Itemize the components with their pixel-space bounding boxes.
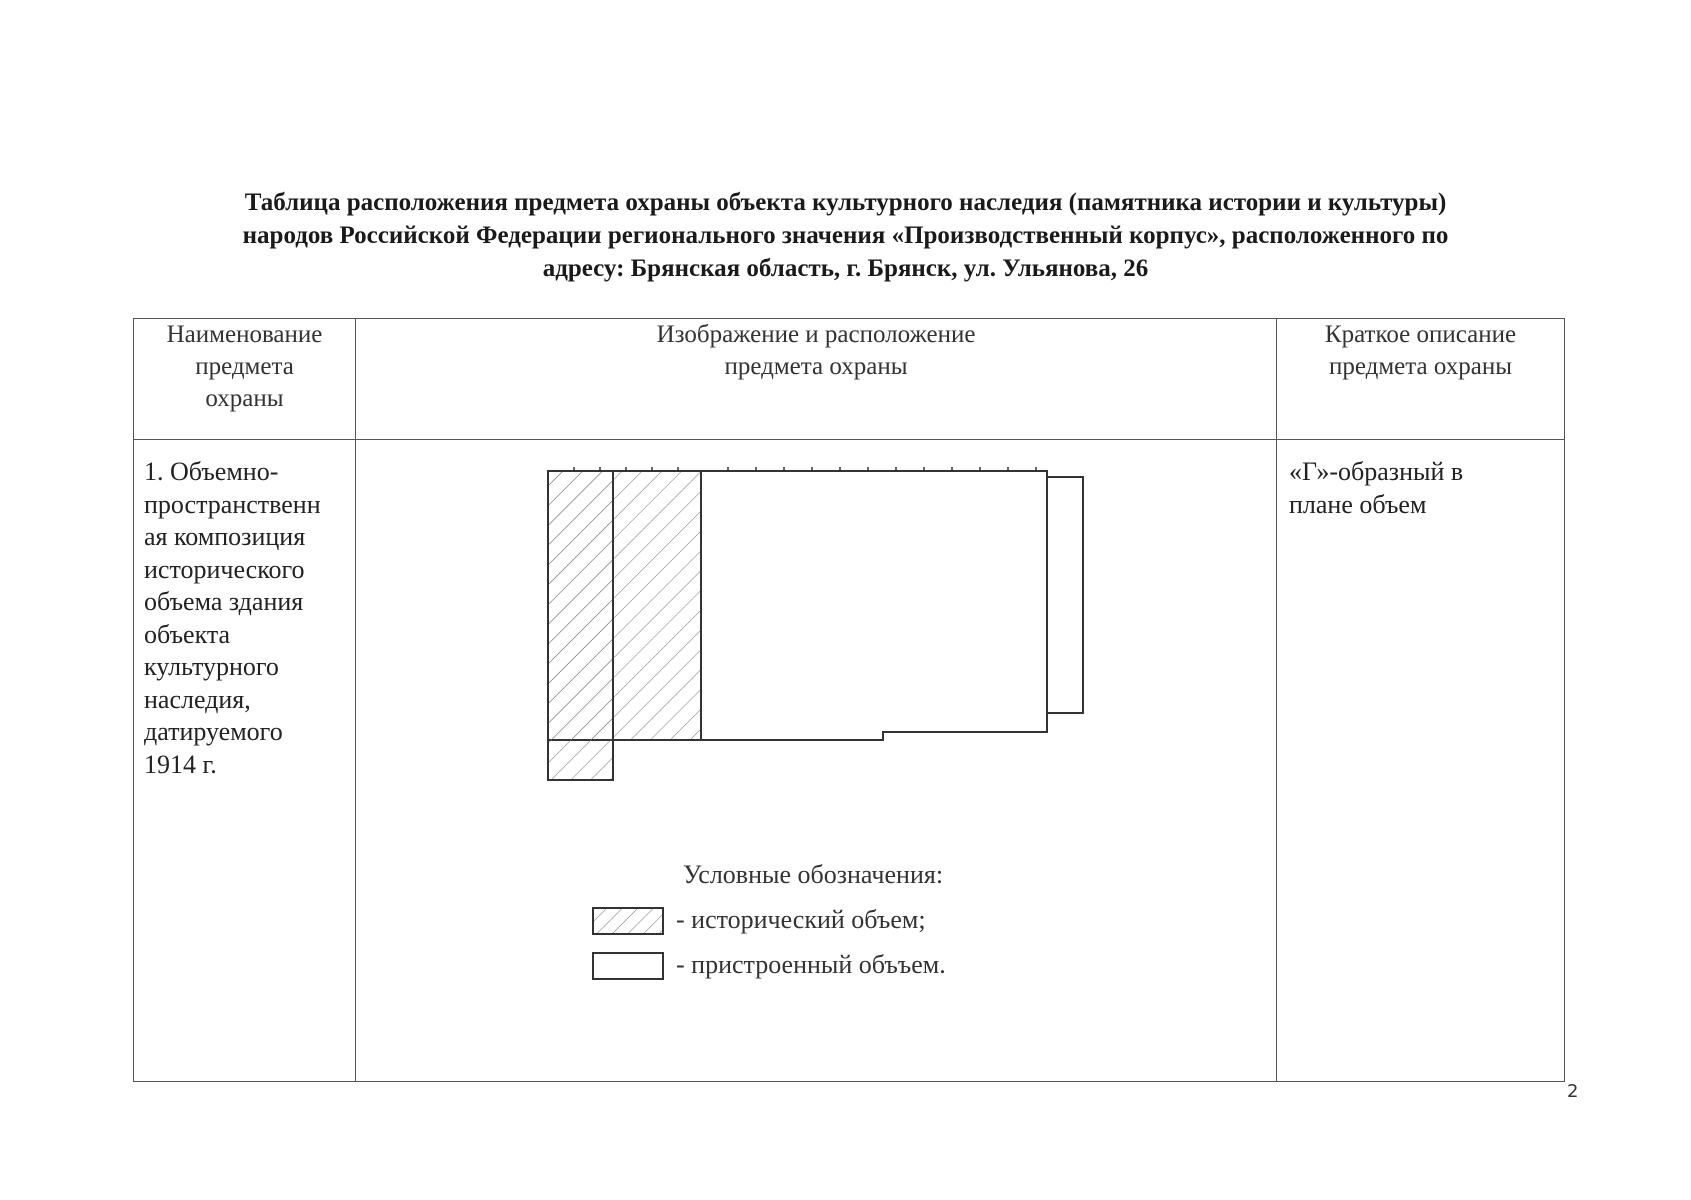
name-line: пространственн	[144, 489, 321, 519]
protection-subject-table	[133, 318, 1565, 1082]
header-name-line: предмета	[195, 353, 294, 380]
description-line: «Г»-образный в	[1289, 457, 1464, 486]
name-line: исторического	[144, 554, 305, 584]
added-swatch-icon	[592, 952, 664, 980]
title-line-3: адресу: Брянская область, г. Брянск, ул. Ульянова, 26	[542, 255, 1149, 282]
protection-subject-description	[1277, 440, 1565, 1082]
header-name-line: охраны	[205, 385, 284, 412]
name-line: объема здания	[144, 587, 304, 616]
name-line: ая композиция	[144, 522, 306, 551]
name-line: наследия,	[144, 684, 251, 714]
header-name-line: Наименование	[166, 321, 323, 348]
title-line-1: Таблица расположения предмета охраны объекта культурного наследия (памятника истории и культуры)	[244, 189, 1447, 216]
name-line: датируемого	[144, 717, 283, 746]
added-volume-shape	[701, 471, 1047, 740]
annex-volume-shape	[1047, 477, 1083, 713]
page-number: 2	[1567, 1081, 1579, 1102]
header-description-line: предмета охраны	[1328, 353, 1512, 380]
legend-title: Условные обозначения:	[683, 860, 944, 889]
header-image-line: предмета охраны	[724, 353, 908, 380]
name-line: объекта	[144, 619, 231, 649]
header-name	[134, 319, 356, 440]
table-row	[134, 440, 1565, 1082]
title-line-2: народов Российской Федерации регионального значения «Производственный корпус», расположенного по	[242, 222, 1449, 249]
name-line: культурного	[144, 652, 279, 681]
historic-swatch-icon	[592, 907, 664, 935]
header-image	[356, 319, 1277, 440]
legend-historic-label: - исторический объем;	[676, 905, 926, 934]
name-line: 1. Объемно-	[144, 457, 279, 486]
document-title	[140, 186, 1551, 285]
table-header-row	[134, 319, 1565, 440]
header-image-line: Изображение и расположение	[656, 321, 976, 348]
protection-subject-image	[356, 440, 1277, 1082]
header-description-line: Краткое описание	[1324, 321, 1517, 348]
legend-added-label: - пристроенный объъем.	[676, 950, 946, 979]
header-description	[1277, 319, 1565, 440]
building-plan-drawing	[356, 440, 1277, 1080]
historic-volume-leg	[548, 471, 613, 780]
description-line: плане объем	[1289, 489, 1427, 519]
protection-subject-name	[134, 440, 356, 1082]
name-line: 1914 г.	[144, 749, 217, 779]
